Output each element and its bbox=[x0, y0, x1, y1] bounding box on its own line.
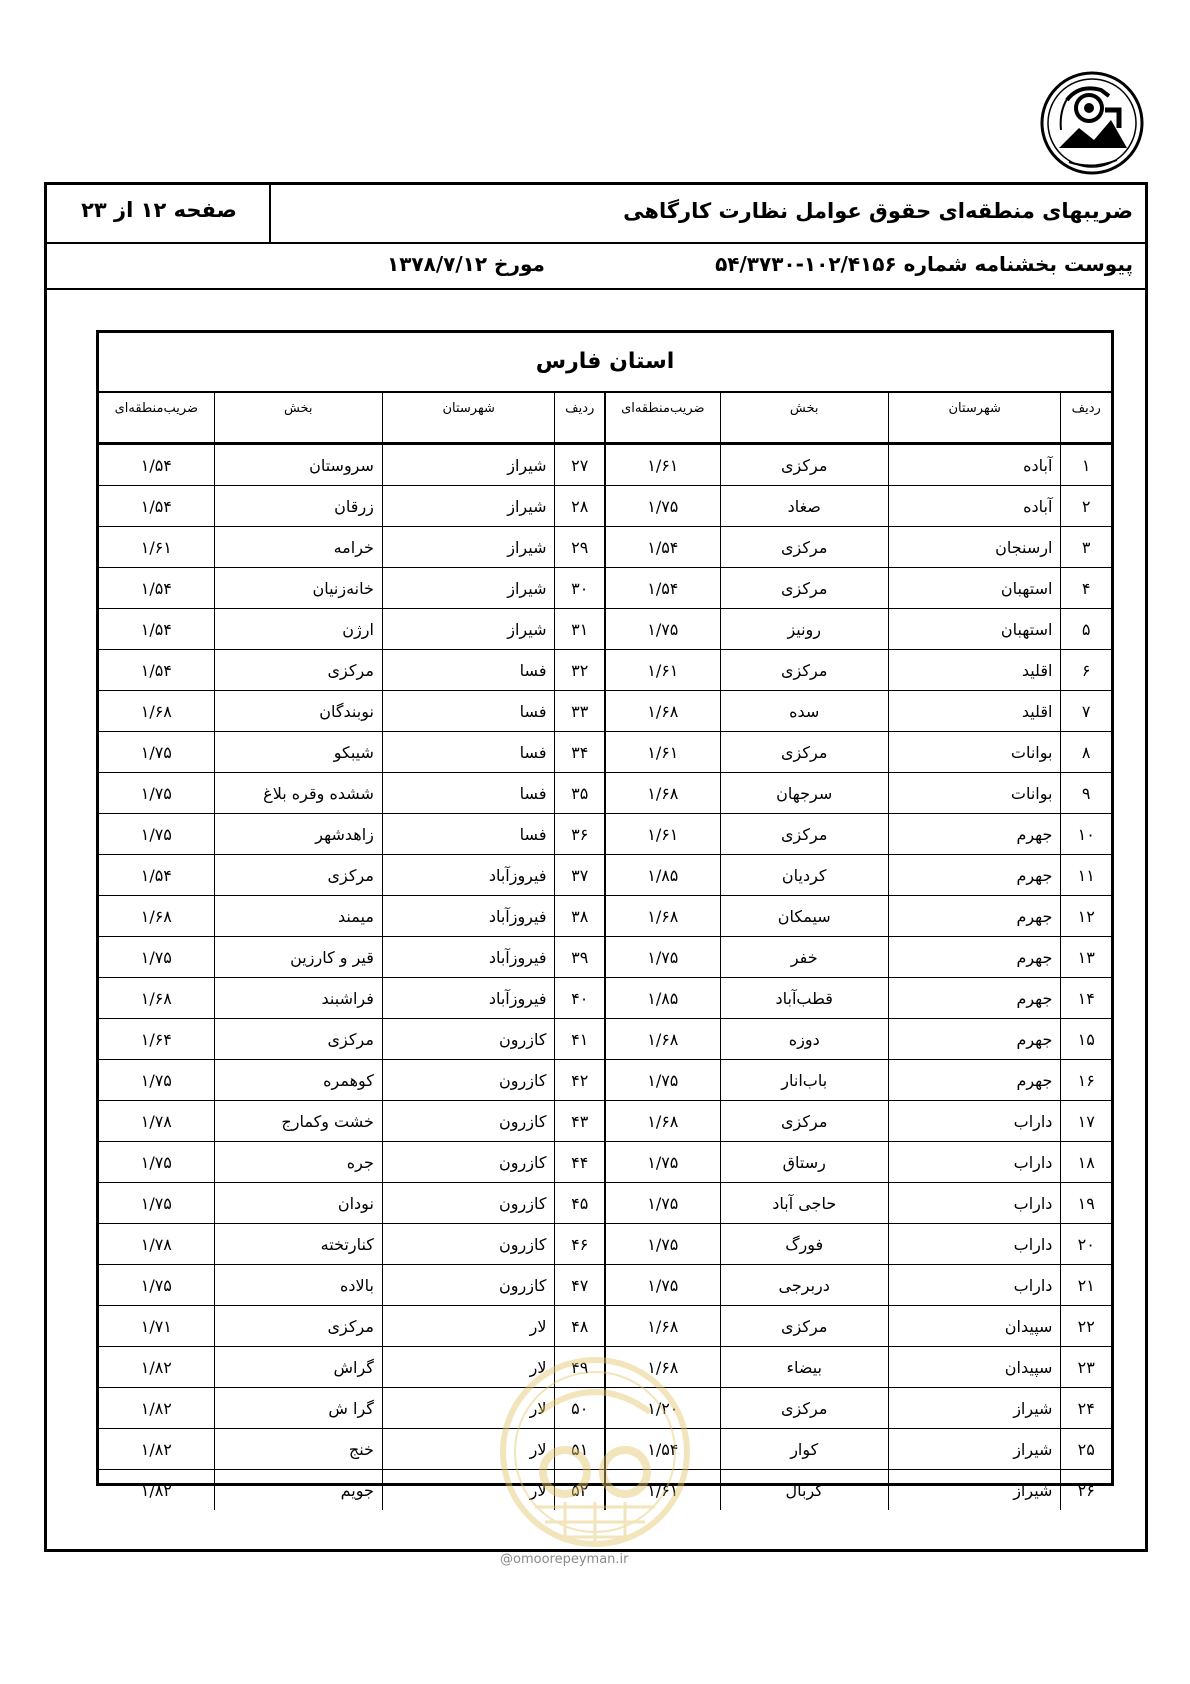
coef-cell: ۱/۷۵ bbox=[99, 773, 214, 814]
district-cell: جویم bbox=[214, 1470, 382, 1511]
district-cell: خنج bbox=[214, 1429, 382, 1470]
district-cell: خشت وکمارج bbox=[214, 1101, 382, 1142]
header-county: شهرستان bbox=[382, 393, 555, 444]
organization-logo bbox=[1039, 70, 1145, 176]
coefficient-table bbox=[96, 330, 1114, 1500]
row-number-cell: ۳۱ bbox=[555, 609, 605, 650]
county-cell: سپیدان bbox=[888, 1347, 1061, 1388]
row-number-cell: ۱ bbox=[1061, 444, 1111, 486]
header-coef: ضریب‌منطقه‌ای bbox=[605, 393, 720, 444]
coef-cell: ۱/۵۴ bbox=[605, 527, 720, 568]
coef-cell: ۱/۶۱ bbox=[605, 732, 720, 773]
county-cell: ارسنجان bbox=[888, 527, 1061, 568]
district-cell: فراشبند bbox=[214, 978, 382, 1019]
district-cell: حاجی آباد bbox=[720, 1183, 888, 1224]
county-cell: کازرون bbox=[382, 1101, 555, 1142]
county-cell: آباده bbox=[888, 486, 1061, 527]
county-cell: شیراز bbox=[382, 444, 555, 486]
coef-cell: ۱/۷۵ bbox=[99, 1142, 214, 1183]
district-cell: کنارتخته bbox=[214, 1224, 382, 1265]
district-cell: مرکزی bbox=[720, 527, 888, 568]
header-row-number: ردیف bbox=[1061, 393, 1111, 444]
row-number-cell: ۳ bbox=[1061, 527, 1111, 568]
county-cell: شیراز bbox=[382, 609, 555, 650]
coef-cell: ۱/۶۸ bbox=[605, 1019, 720, 1060]
table-row bbox=[99, 896, 1111, 937]
district-cell: شیبکو bbox=[214, 732, 382, 773]
coef-cell: ۱/۶۱ bbox=[605, 814, 720, 855]
row-number-cell: ۹ bbox=[1061, 773, 1111, 814]
header-district: بخش bbox=[720, 393, 888, 444]
table-row bbox=[99, 1306, 1111, 1347]
county-cell: فیروزآباد bbox=[382, 937, 555, 978]
district-cell: مرکزی bbox=[720, 568, 888, 609]
coef-cell: ۱/۵۴ bbox=[99, 444, 214, 486]
table-row bbox=[99, 1142, 1111, 1183]
row-number-cell: ۵۲ bbox=[555, 1470, 605, 1511]
circular-date: مورخ ۱۳۷۸/۷/۱۲ bbox=[387, 252, 545, 276]
coef-cell: ۱/۶۸ bbox=[605, 1306, 720, 1347]
district-cell: مرکزی bbox=[720, 444, 888, 486]
district-cell: گراش bbox=[214, 1347, 382, 1388]
table-row bbox=[99, 1224, 1111, 1265]
table-row bbox=[99, 568, 1111, 609]
row-number-cell: ۴۹ bbox=[555, 1347, 605, 1388]
county-cell: شیراز bbox=[888, 1470, 1061, 1511]
county-cell: استهبان bbox=[888, 609, 1061, 650]
district-cell: سیمکان bbox=[720, 896, 888, 937]
coef-cell: ۱/۵۴ bbox=[605, 1429, 720, 1470]
row-number-cell: ۲۳ bbox=[1061, 1347, 1111, 1388]
coef-cell: ۱/۵۴ bbox=[99, 855, 214, 896]
district-cell: جره bbox=[214, 1142, 382, 1183]
row-number-cell: ۲۴ bbox=[1061, 1388, 1111, 1429]
county-cell: بوانات bbox=[888, 732, 1061, 773]
district-cell: ششده وقره بلاغ bbox=[214, 773, 382, 814]
county-cell: جهرم bbox=[888, 1060, 1061, 1101]
county-cell: جهرم bbox=[888, 1019, 1061, 1060]
county-cell: کازرون bbox=[382, 1265, 555, 1306]
row-number-cell: ۴۱ bbox=[555, 1019, 605, 1060]
county-cell: کازرون bbox=[382, 1224, 555, 1265]
district-cell: خرامه bbox=[214, 527, 382, 568]
row-number-cell: ۷ bbox=[1061, 691, 1111, 732]
coef-cell: ۱/۶۸ bbox=[605, 691, 720, 732]
watermark-seal bbox=[495, 1352, 695, 1562]
coef-cell: ۱/۶۸ bbox=[99, 896, 214, 937]
district-cell: خانه‌زنیان bbox=[214, 568, 382, 609]
table-row bbox=[99, 773, 1111, 814]
row-number-cell: ۳۶ bbox=[555, 814, 605, 855]
coef-cell: ۱/۷۵ bbox=[605, 1265, 720, 1306]
coef-cell: ۱/۷۵ bbox=[99, 1183, 214, 1224]
county-cell: داراب bbox=[888, 1142, 1061, 1183]
watermark-url: @omoorepeyman.ir bbox=[500, 1552, 629, 1567]
row-number-cell: ۳۸ bbox=[555, 896, 605, 937]
row-number-cell: ۱۰ bbox=[1061, 814, 1111, 855]
county-cell: لار bbox=[382, 1347, 555, 1388]
coef-cell: ۱/۷۵ bbox=[99, 937, 214, 978]
county-cell: فسا bbox=[382, 773, 555, 814]
district-cell: میمند bbox=[214, 896, 382, 937]
county-cell: فسا bbox=[382, 691, 555, 732]
county-cell: استهبان bbox=[888, 568, 1061, 609]
county-cell: کازرون bbox=[382, 1019, 555, 1060]
row-number-cell: ۶ bbox=[1061, 650, 1111, 691]
table-row bbox=[99, 527, 1111, 568]
district-cell: مرکزی bbox=[720, 650, 888, 691]
document-title: ضریبهای منطقه‌ای حقوق عوامل نظارت کارگاهی bbox=[623, 199, 1133, 223]
county-cell: داراب bbox=[888, 1183, 1061, 1224]
row-number-cell: ۲۵ bbox=[1061, 1429, 1111, 1470]
district-cell: کربال bbox=[720, 1470, 888, 1511]
coef-cell: ۱/۶۱ bbox=[99, 527, 214, 568]
coef-cell: ۱/۷۵ bbox=[605, 937, 720, 978]
row-number-cell: ۱۳ bbox=[1061, 937, 1111, 978]
district-cell: کوار bbox=[720, 1429, 888, 1470]
county-cell: جهرم bbox=[888, 814, 1061, 855]
row-number-cell: ۳۲ bbox=[555, 650, 605, 691]
district-cell: باب‌انار bbox=[720, 1060, 888, 1101]
county-cell: کازرون bbox=[382, 1142, 555, 1183]
county-cell: جهرم bbox=[888, 978, 1061, 1019]
table-header-row bbox=[99, 393, 1111, 444]
row-number-cell: ۲۹ bbox=[555, 527, 605, 568]
district-cell: مرکزی bbox=[214, 1019, 382, 1060]
coef-cell: ۱/۷۵ bbox=[605, 1060, 720, 1101]
coef-cell: ۱/۶۱ bbox=[605, 1470, 720, 1511]
district-cell: ارژن bbox=[214, 609, 382, 650]
county-cell: فسا bbox=[382, 732, 555, 773]
page-number: صفحه ۱۲ از ۲۳ bbox=[81, 198, 237, 222]
coef-cell: ۱/۷۵ bbox=[99, 1265, 214, 1306]
county-cell: شیراز bbox=[888, 1388, 1061, 1429]
row-number-cell: ۴۰ bbox=[555, 978, 605, 1019]
coef-cell: ۱/۷۵ bbox=[99, 814, 214, 855]
coef-cell: ۱/۷۵ bbox=[99, 1060, 214, 1101]
coef-cell: ۱/۵۴ bbox=[99, 486, 214, 527]
row-number-cell: ۳۹ bbox=[555, 937, 605, 978]
district-cell: دوزه bbox=[720, 1019, 888, 1060]
coef-cell: ۱/۷۸ bbox=[99, 1224, 214, 1265]
district-cell: زاهدشهر bbox=[214, 814, 382, 855]
attachment-row bbox=[47, 242, 1145, 290]
coef-cell: ۱/۵۴ bbox=[99, 650, 214, 691]
row-number-cell: ۸ bbox=[1061, 732, 1111, 773]
coef-cell: ۱/۷۵ bbox=[605, 1142, 720, 1183]
row-number-cell: ۱۶ bbox=[1061, 1060, 1111, 1101]
row-number-cell: ۳۴ bbox=[555, 732, 605, 773]
header-row bbox=[47, 185, 1145, 244]
district-cell: بالاده bbox=[214, 1265, 382, 1306]
district-cell: مرکزی bbox=[214, 650, 382, 691]
county-cell: لار bbox=[382, 1306, 555, 1347]
county-cell: جهرم bbox=[888, 937, 1061, 978]
district-cell: کردیان bbox=[720, 855, 888, 896]
district-cell: مرکزی bbox=[214, 1306, 382, 1347]
table-row bbox=[99, 1060, 1111, 1101]
county-cell: فیروزآباد bbox=[382, 855, 555, 896]
coef-cell: ۱/۸۲ bbox=[99, 1347, 214, 1388]
county-cell: شیراز bbox=[888, 1429, 1061, 1470]
coef-cell: ۱/۷۵ bbox=[605, 609, 720, 650]
coef-cell: ۱/۶۸ bbox=[99, 691, 214, 732]
county-cell: جهرم bbox=[888, 896, 1061, 937]
row-number-cell: ۴۵ bbox=[555, 1183, 605, 1224]
page-number-box bbox=[47, 185, 271, 242]
district-cell: نودان bbox=[214, 1183, 382, 1224]
row-number-cell: ۱۲ bbox=[1061, 896, 1111, 937]
table-row bbox=[99, 855, 1111, 896]
table-row bbox=[99, 1019, 1111, 1060]
county-cell: لار bbox=[382, 1429, 555, 1470]
county-cell: لار bbox=[382, 1470, 555, 1511]
coef-cell: ۱/۷۵ bbox=[605, 1183, 720, 1224]
row-number-cell: ۴۲ bbox=[555, 1060, 605, 1101]
coef-cell: ۱/۶۸ bbox=[605, 1101, 720, 1142]
district-cell: سرجهان bbox=[720, 773, 888, 814]
coef-cell: ۱/۸۲ bbox=[99, 1429, 214, 1470]
district-cell: قیر و کارزین bbox=[214, 937, 382, 978]
row-number-cell: ۱۵ bbox=[1061, 1019, 1111, 1060]
table-row bbox=[99, 650, 1111, 691]
coef-cell: ۱/۸۲ bbox=[99, 1388, 214, 1429]
county-cell: فسا bbox=[382, 814, 555, 855]
district-cell: صغاد bbox=[720, 486, 888, 527]
district-cell: کوهمره bbox=[214, 1060, 382, 1101]
row-number-cell: ۲۸ bbox=[555, 486, 605, 527]
row-number-cell: ۱۹ bbox=[1061, 1183, 1111, 1224]
circular-number: پیوست بخشنامه شماره ۱۰۲/۴۱۵۶-۵۴/۳۷۳۰ bbox=[715, 252, 1133, 276]
county-cell: لار bbox=[382, 1388, 555, 1429]
table-row bbox=[99, 1101, 1111, 1142]
coef-cell: ۱/۶۸ bbox=[99, 978, 214, 1019]
table-row bbox=[99, 486, 1111, 527]
coef-cell: ۱/۷۱ bbox=[99, 1306, 214, 1347]
coef-cell: ۱/۸۲ bbox=[140, 1480, 172, 1500]
district-cell: مرکزی bbox=[720, 1306, 888, 1347]
coef-cell: ۱/۲۰ bbox=[605, 1388, 720, 1429]
district-cell: گرا ش bbox=[214, 1388, 382, 1429]
row-number-cell: ۴۷ bbox=[555, 1265, 605, 1306]
district-cell: مرکزی bbox=[720, 814, 888, 855]
table-row bbox=[99, 1265, 1111, 1306]
row-number-cell: ۳۳ bbox=[555, 691, 605, 732]
table-row bbox=[99, 609, 1111, 650]
row-number-cell: ۱۸ bbox=[1061, 1142, 1111, 1183]
district-cell: مرکزی bbox=[720, 732, 888, 773]
coef-cell: ۱/۶۸ bbox=[605, 1347, 720, 1388]
coef-cell: ۱/۸۵ bbox=[605, 855, 720, 896]
county-cell: داراب bbox=[888, 1224, 1061, 1265]
row-number-cell: ۳۷ bbox=[555, 855, 605, 896]
county-cell: اقلید bbox=[888, 691, 1061, 732]
row-number-cell: ۵۰ bbox=[555, 1388, 605, 1429]
row-number-cell: ۴۶ bbox=[555, 1224, 605, 1265]
header-county: شهرستان bbox=[888, 393, 1061, 444]
district-cell: خفر bbox=[720, 937, 888, 978]
header-coef: ضریب‌منطقه‌ای bbox=[99, 393, 214, 444]
row-number-cell: ۳۰ bbox=[555, 568, 605, 609]
district-cell: مرکزی bbox=[720, 1101, 888, 1142]
coef-cell: ۱/۷۵ bbox=[99, 732, 214, 773]
row-number-cell: ۲۷ bbox=[555, 444, 605, 486]
district-cell: مرکزی bbox=[720, 1388, 888, 1429]
table-row bbox=[99, 814, 1111, 855]
district-cell: مرکزی bbox=[214, 855, 382, 896]
county-cell: فسا bbox=[382, 650, 555, 691]
coef-cell: ۱/۸۵ bbox=[605, 978, 720, 1019]
coef-cell: ۱/۵۴ bbox=[605, 568, 720, 609]
table-row bbox=[99, 732, 1111, 773]
county-cell: کازرون bbox=[382, 1060, 555, 1101]
county-cell: شیراز bbox=[382, 486, 555, 527]
row-number-cell: ۲۶ bbox=[1061, 1470, 1111, 1511]
row-number-cell: ۲ bbox=[1061, 486, 1111, 527]
county-cell: سپیدان bbox=[888, 1306, 1061, 1347]
coef-cell: ۱/۶۴ bbox=[99, 1019, 214, 1060]
row-number-cell: ۱۴ bbox=[1061, 978, 1111, 1019]
county-cell: جهرم bbox=[888, 855, 1061, 896]
row-number-cell: ۴۴ bbox=[555, 1142, 605, 1183]
county-cell: آباده bbox=[888, 444, 1061, 486]
data-table bbox=[99, 393, 1111, 1510]
county-cell: فیروزآباد bbox=[382, 896, 555, 937]
coef-cell: ۱/۶۱ bbox=[605, 650, 720, 691]
table-row bbox=[99, 978, 1111, 1019]
county-cell: داراب bbox=[888, 1101, 1061, 1142]
coef-cell: ۱/۶۸ bbox=[605, 896, 720, 937]
district-cell: رستاق bbox=[720, 1142, 888, 1183]
row-number-cell: ۲۲ bbox=[1061, 1306, 1111, 1347]
row-number-cell: ۱۱ bbox=[1061, 855, 1111, 896]
coef-cell: ۱/۷۸ bbox=[99, 1101, 214, 1142]
county-cell: شیراز bbox=[382, 568, 555, 609]
row-number-cell: ۴ bbox=[1061, 568, 1111, 609]
district-cell: رونیز bbox=[720, 609, 888, 650]
coef-cell: ۱/۵۴ bbox=[99, 568, 214, 609]
coef-cell: ۱/۷۵ bbox=[605, 486, 720, 527]
table-row bbox=[99, 691, 1111, 732]
district-cell: نوبندگان bbox=[214, 691, 382, 732]
coef-cell: ۱/۷۵ bbox=[605, 1224, 720, 1265]
province-title: استان فارس bbox=[99, 333, 1111, 393]
county-cell: کازرون bbox=[382, 1183, 555, 1224]
table-row bbox=[99, 1183, 1111, 1224]
district-cell: فورگ bbox=[720, 1224, 888, 1265]
district-cell: سده bbox=[720, 691, 888, 732]
row-number-cell: ۲۱ bbox=[1061, 1265, 1111, 1306]
row-number-cell: ۳۵ bbox=[555, 773, 605, 814]
county-cell: داراب bbox=[888, 1265, 1061, 1306]
coef-cell: ۱/۶۱ bbox=[605, 444, 720, 486]
header-row-number: ردیف bbox=[555, 393, 605, 444]
county-cell: بوانات bbox=[888, 773, 1061, 814]
table-row bbox=[99, 937, 1111, 978]
header-district: بخش bbox=[214, 393, 382, 444]
county-cell: اقلید bbox=[888, 650, 1061, 691]
district-cell: قطب‌آباد bbox=[720, 978, 888, 1019]
row-number-cell: ۱۷ bbox=[1061, 1101, 1111, 1142]
district-cell: بیضاء bbox=[720, 1347, 888, 1388]
row-number-cell: ۵ bbox=[1061, 609, 1111, 650]
county-cell: فیروزآباد bbox=[382, 978, 555, 1019]
row-number-cell: ۲۰ bbox=[1061, 1224, 1111, 1265]
district-cell: سروستان bbox=[214, 444, 382, 486]
county-cell: شیراز bbox=[382, 527, 555, 568]
coef-cell: ۱/۵۴ bbox=[99, 609, 214, 650]
row-number-cell: ۴۳ bbox=[555, 1101, 605, 1142]
row-number-cell: ۴۸ bbox=[555, 1306, 605, 1347]
table-row bbox=[99, 444, 1111, 486]
district-cell: زرقان bbox=[214, 486, 382, 527]
row-number-cell: ۵۱ bbox=[555, 1429, 605, 1470]
district-cell: دربرجی bbox=[720, 1265, 888, 1306]
coef-cell: ۱/۶۸ bbox=[605, 773, 720, 814]
